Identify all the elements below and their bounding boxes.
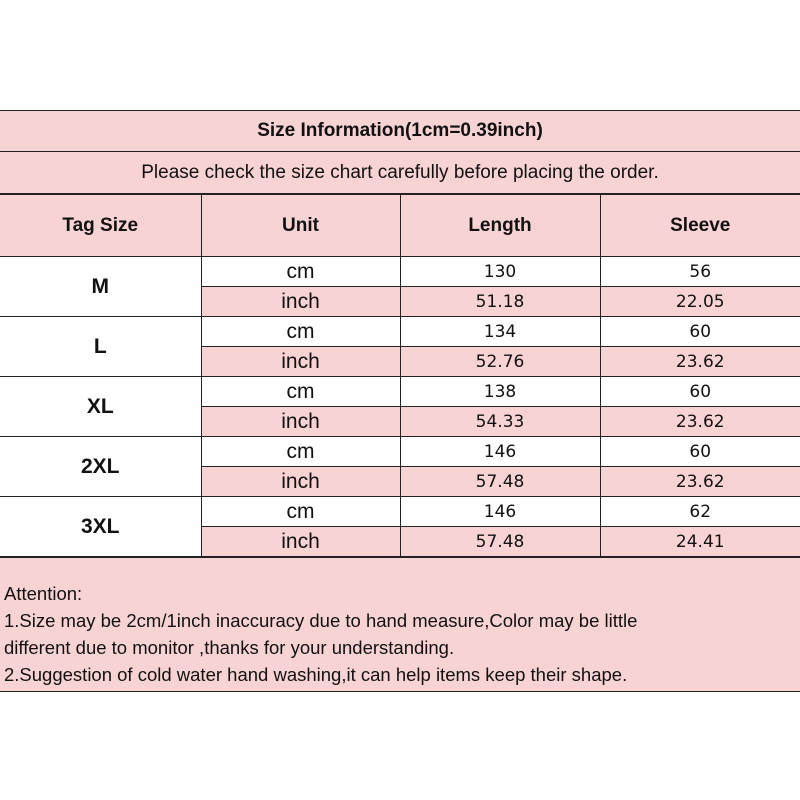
sleeve-cell: 22.05 <box>600 287 800 317</box>
sleeve-cell: 60 <box>600 437 800 467</box>
sleeve-cell: 24.41 <box>600 527 800 557</box>
attention-line: different due to monitor ,thanks for your understanding. <box>4 637 455 658</box>
sleeve-cell: 23.62 <box>600 467 800 497</box>
attention-heading: Attention: <box>4 583 83 604</box>
table-row <box>0 377 800 407</box>
size-table <box>0 194 800 557</box>
size-chart <box>0 110 800 692</box>
length-cell: 51.18 <box>400 287 600 317</box>
length-cell: 146 <box>400 497 600 527</box>
unit-cell: inch <box>201 467 400 497</box>
table-row <box>0 257 800 287</box>
length-cell: 54.33 <box>400 407 600 437</box>
tag-size-cell: L <box>0 317 201 377</box>
chart-title: Size Information(1cm=0.39inch) <box>0 110 800 152</box>
table-row <box>0 497 800 527</box>
unit-cell: cm <box>201 377 400 407</box>
length-cell: 52.76 <box>400 347 600 377</box>
unit-cell: inch <box>201 407 400 437</box>
header-sleeve: Sleeve <box>600 195 800 257</box>
sleeve-cell: 62 <box>600 497 800 527</box>
unit-cell: inch <box>201 347 400 377</box>
header-tag-size: Tag Size <box>0 195 201 257</box>
attention-notes <box>0 557 800 692</box>
unit-cell: inch <box>201 287 400 317</box>
tag-size-cell: M <box>0 257 201 317</box>
unit-cell: cm <box>201 437 400 467</box>
table-row <box>0 437 800 467</box>
header-unit: Unit <box>201 195 400 257</box>
attention-line: 2.Suggestion of cold water hand washing,it can help items keep their shape. <box>4 664 628 685</box>
length-cell: 138 <box>400 377 600 407</box>
tag-size-cell: 2XL <box>0 437 201 497</box>
unit-cell: cm <box>201 497 400 527</box>
length-cell: 130 <box>400 257 600 287</box>
unit-cell: inch <box>201 527 400 557</box>
tag-size-cell: XL <box>0 377 201 437</box>
unit-cell: cm <box>201 317 400 347</box>
chart-subtitle: Please check the size chart carefully before placing the order. <box>0 152 800 194</box>
length-cell: 57.48 <box>400 467 600 497</box>
sleeve-cell: 60 <box>600 377 800 407</box>
tag-size-cell: 3XL <box>0 497 201 557</box>
table-row <box>0 317 800 347</box>
attention-line: 1.Size may be 2cm/1inch inaccuracy due to hand measure,Color may be little <box>4 610 638 631</box>
length-cell: 57.48 <box>400 527 600 557</box>
unit-cell: cm <box>201 257 400 287</box>
sleeve-cell: 23.62 <box>600 407 800 437</box>
header-row <box>0 195 800 257</box>
length-cell: 134 <box>400 317 600 347</box>
length-cell: 146 <box>400 437 600 467</box>
sleeve-cell: 56 <box>600 257 800 287</box>
sleeve-cell: 60 <box>600 317 800 347</box>
header-length: Length <box>400 195 600 257</box>
sleeve-cell: 23.62 <box>600 347 800 377</box>
